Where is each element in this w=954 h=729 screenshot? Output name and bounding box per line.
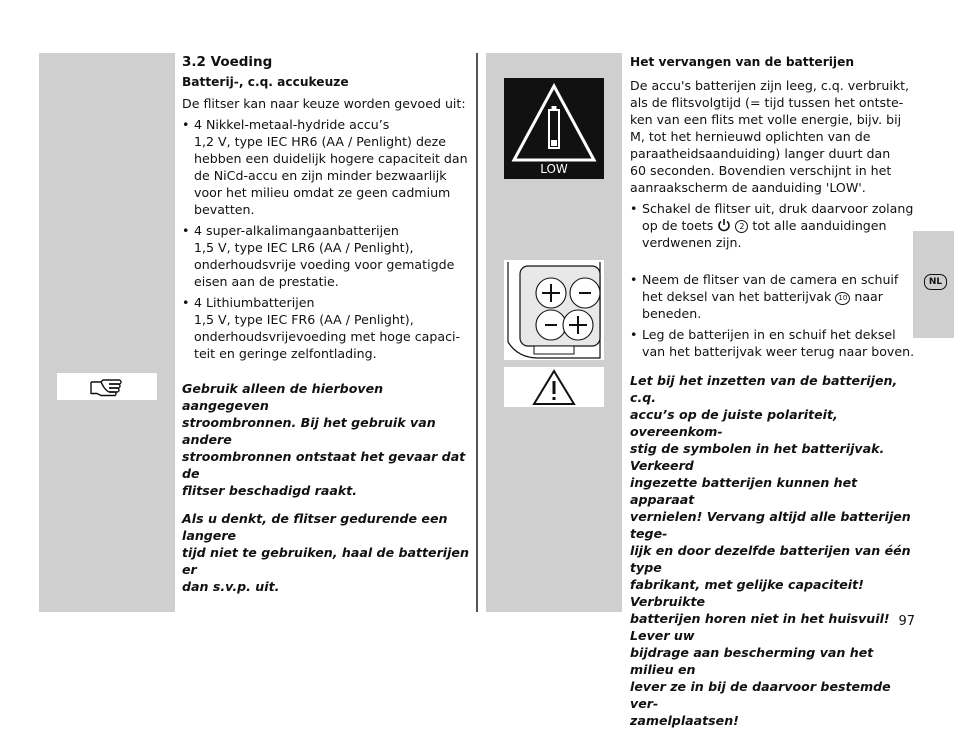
bullet-insert-batteries: • Leg de batterijen in en schuif het deksel van het batterijvak weer terug naar boven. bbox=[630, 327, 915, 359]
bullet-remove-cover: • Neem de flitser van de camera en schuif het deksel van het batterijvak 10 naar beneden. bbox=[630, 272, 899, 321]
bullet-alkaline: • 4 super-alkalimangaanbatterijen 1,5 V, type IEC LR6 (AA / Penlight), onderhoudsvrije voeding voor gematigde eisen aan de prestatie. bbox=[182, 223, 455, 289]
pointing-hand-icon bbox=[57, 373, 157, 400]
battery-compartment-image bbox=[504, 260, 604, 360]
low-label: LOW bbox=[540, 162, 568, 176]
power-icon bbox=[717, 218, 731, 232]
polarity-warning: Let bij het inzetten van de batterijen, c.q. accu’s op de juiste polariteit, overeenkom- stig de symbolen in het batterijvak. Verkeerd ingezette batterijen kunnen het apparaat vernielen! Vervang altijd alle batterijen tege- lijk en door dezelfde batterijen van één type fabrikant, met gelijke capaciteit! Verbruikte batterijen horen niet in het huisvuil! Lever uw bijdrage aan bescherming van het milieu en lever ze in bij de daarvoor bestemde ver- zamelplaatsen! bbox=[630, 373, 911, 728]
section-heading: 3.2 Voeding bbox=[182, 54, 273, 70]
note-power-sources: Gebruik alleen de hierboven aangegeven stroombronnen. Bij het gebruik van andere stroombronnen ontstaat het gevaar dat de flitser beschadigd raakt. bbox=[182, 381, 466, 498]
bullet-switch-off: • Schakel de flitser uit, druk daarvoor zolang op de toets 2 tot alle aanduidingen verdwenen zijn. bbox=[630, 201, 914, 250]
bullet-nimh: • 4 Nikkel-metaal-hydride accu’s 1,2 V, type IEC HR6 (AA / Penlight) deze hebben een duidelijk hogere capaciteit dan de NiCd-accu en zijn minder bezwaarlijk voor het milieu omdat ze geen cadmium bevatten. bbox=[182, 117, 468, 217]
replace-batteries-heading: Het vervangen van de batterijen bbox=[630, 55, 855, 69]
replace-intro: De accu's batterijen zijn leeg, c.q. verbruikt, als de flitsvolgtijd (= tijd tussen het ontste- ken van een flits met volle energie, bijv. bij M, tot het hernieuwd oplichten van de paraatheidsaanduiding) langer duurt dan 60 seconden. Bovendien verschijnt in het aanraakscherm de aanduiding 'LOW'. bbox=[630, 78, 910, 195]
intro-text: De flitser kan naar keuze worden gevoed uit: bbox=[182, 96, 466, 111]
left-column bbox=[182, 54, 474, 595]
circled-number: 2 bbox=[735, 220, 748, 233]
right-column bbox=[630, 54, 920, 729]
circled-number: 10 bbox=[835, 292, 850, 305]
column-divider bbox=[476, 53, 478, 612]
language-badge: NL bbox=[924, 274, 947, 290]
low-battery-display bbox=[504, 78, 604, 179]
note-box bbox=[57, 373, 157, 400]
page-number: 97 bbox=[898, 614, 915, 629]
left-sidebar bbox=[39, 53, 175, 612]
section-subheading: Batterij-, c.q. accukeuze bbox=[182, 75, 349, 89]
warning-triangle-icon bbox=[504, 367, 604, 407]
warning-box bbox=[504, 367, 604, 407]
note-remove-batteries: Als u denkt, de flitser gedurende een langere tijd niet te gebruiken, haal de batterijen er dan s.v.p. uit. bbox=[182, 511, 469, 594]
language-tab bbox=[913, 231, 954, 338]
bullet-lithium: • 4 Lithiumbatterijen 1,5 V, type IEC FR6 (AA / Penlight), onderhoudsvrijevoeding met hoge capaci- teit en geringe zelfontlading. bbox=[182, 295, 461, 361]
